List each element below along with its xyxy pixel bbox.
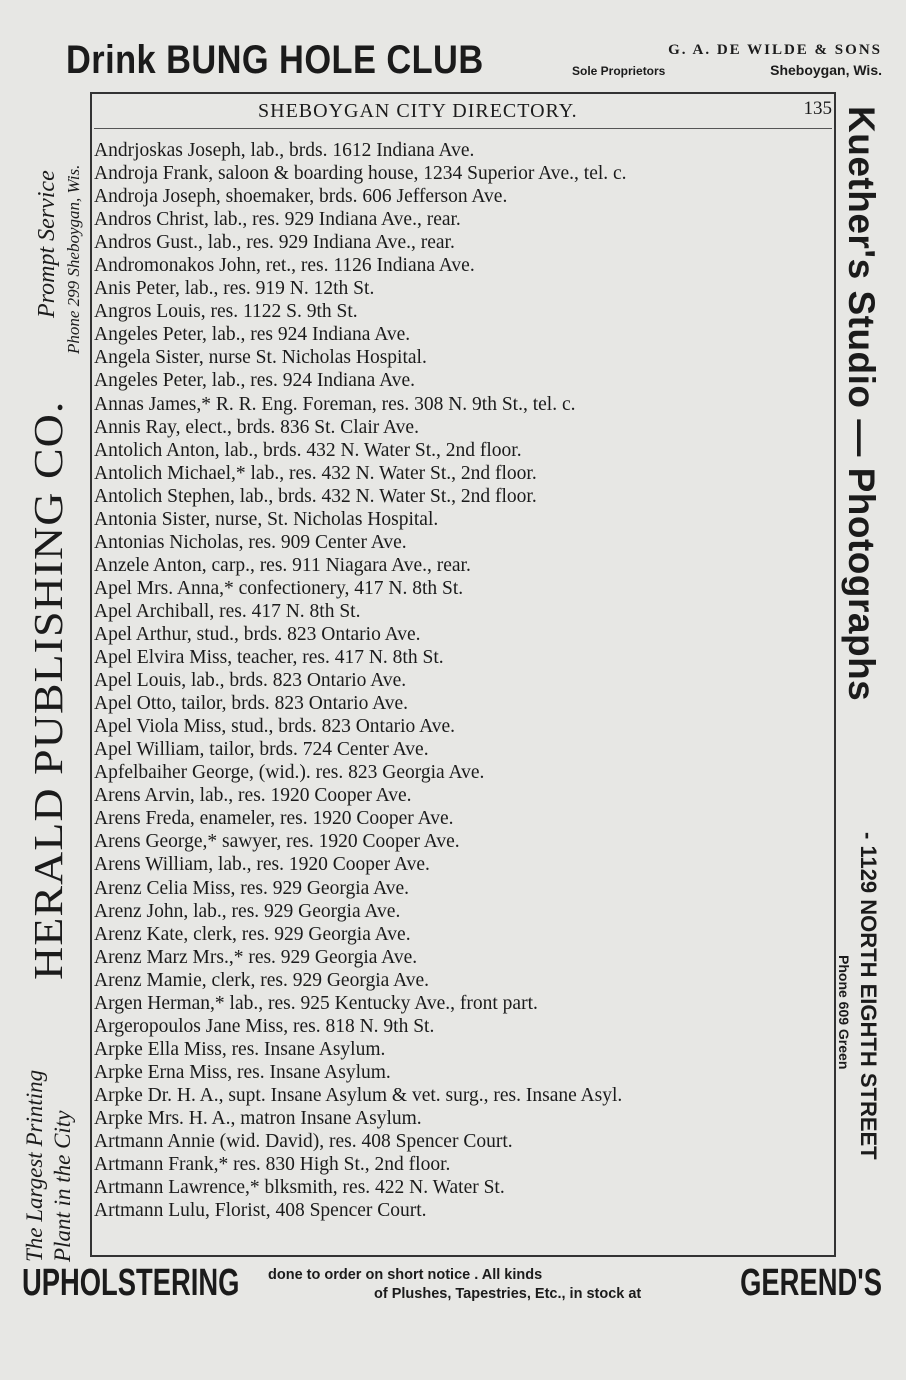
directory-entry: Angeles Peter, lab., res. 924 Indiana Ave. bbox=[94, 370, 416, 392]
directory-entry: Apel Viola Miss, stud., brds. 823 Ontario Ave. bbox=[94, 716, 456, 738]
sponsor-proprietors: Sole Proprietors bbox=[572, 64, 666, 78]
directory-entry: Angela Sister, nurse St. Nicholas Hospital. bbox=[94, 347, 427, 369]
directory-entry: Antolich Anton, lab., brds. 432 N. Water St., 2nd floor. bbox=[94, 439, 522, 461]
bottom-advertisement bbox=[22, 1262, 882, 1312]
upholstering-text bbox=[268, 1266, 748, 1304]
herald-phone: Phone 299 Sheboygan, Wis. bbox=[64, 164, 83, 354]
directory-entry: Anis Peter, lab., res. 919 N. 12th St. bbox=[94, 278, 375, 300]
studio-phone: Phone 609 Green bbox=[836, 955, 852, 1070]
directory-entry: Andros Christ, lab., res. 929 Indiana Ave., rear. bbox=[94, 209, 461, 231]
directory-entry: Artmann Lulu, Florist, 408 Spencer Court. bbox=[94, 1200, 427, 1222]
prompt-service-ad: Prompt Service bbox=[34, 170, 60, 318]
frame-right-rule bbox=[834, 92, 836, 1255]
sponsor-city: Sheboygan, Wis. bbox=[770, 62, 882, 78]
directory-entry: Androja Frank, saloon & boarding house, 1234 Superior Ave., tel. c. bbox=[94, 163, 627, 185]
directory-entry: Anzele Anton, carp., res. 911 Niagara Ave., rear. bbox=[94, 554, 471, 576]
directory-entry: Arenz Marz Mrs.,* res. 929 Georgia Ave. bbox=[94, 946, 418, 968]
directory-entry: Apel Mrs. Anna,* confectionery, 417 N. 8th St. bbox=[94, 577, 464, 599]
frame-top-rule bbox=[92, 92, 836, 94]
directory-entry: Artmann Annie (wid. David), res. 408 Spencer Court. bbox=[94, 1131, 513, 1153]
directory-entry: Arens Arvin, lab., res. 1920 Cooper Ave. bbox=[94, 785, 412, 807]
sponsor-firm: G. A. DE WILDE & SONS bbox=[668, 42, 882, 58]
directory-entry: Androja Joseph, shoemaker, brds. 606 Jefferson Ave. bbox=[94, 186, 508, 208]
directory-entry: Apfelbaiher George, (wid.). res. 823 Georgia Ave. bbox=[94, 762, 485, 784]
top-advertisement bbox=[66, 38, 882, 88]
directory-entries bbox=[94, 139, 834, 1222]
directory-entry: Apel Archiball, res. 417 N. 8th St. bbox=[94, 600, 361, 622]
directory-entry: Andrjoskas Joseph, lab., brds. 1612 Indiana Ave. bbox=[94, 140, 475, 161]
directory-entry: Arpke Erna Miss, res. Insane Asylum. bbox=[94, 1061, 391, 1083]
upholstering-line-2: of Plushes, Tapestries, Etc., in stock at bbox=[374, 1286, 642, 1302]
directory-entry: Argen Herman,* lab., res. 925 Kentucky Ave., front part. bbox=[94, 992, 538, 1014]
directory-entry: Annas James,* R. R. Eng. Foreman, res. 308 N. 9th St., tel. c. bbox=[94, 393, 576, 415]
directory-entry: Apel Arthur, stud., brds. 823 Ontario Ave. bbox=[94, 623, 421, 645]
directory-entry: Arpke Mrs. H. A., matron Insane Asylum. bbox=[94, 1107, 422, 1129]
directory-entry: Antonias Nicholas, res. 909 Center Ave. bbox=[94, 531, 407, 553]
directory-entry: Arenz Celia Miss, res. 929 Georgia Ave. bbox=[94, 877, 409, 899]
directory-entry: Artmann Lawrence,* blksmith, res. 422 N. Water St. bbox=[94, 1177, 505, 1199]
directory-entry: Arens George,* sawyer, res. 1920 Cooper Ave. bbox=[94, 831, 460, 853]
studio-address: - 1129 NORTH EIGHTH STREET bbox=[856, 832, 881, 1160]
directory-entry: Arens Freda, enameler, res. 1920 Cooper Ave. bbox=[94, 808, 454, 830]
directory-entry: Annis Ray, elect., brds. 836 St. Clair Ave. bbox=[94, 416, 419, 438]
running-head: SHEBOYGAN CITY DIRECTORY. bbox=[258, 100, 578, 122]
directory-entry: Apel William, tailor, brds. 724 Center Ave. bbox=[94, 739, 429, 761]
directory-entry: Artmann Frank,* res. 830 High St., 2nd floor. bbox=[94, 1154, 451, 1176]
directory-entry: Andromonakos John, ret., res. 1126 Indiana Ave. bbox=[94, 255, 475, 277]
directory-entry: Apel Louis, lab., brds. 823 Ontario Ave. bbox=[94, 670, 407, 692]
directory-entry: Apel Elvira Miss, teacher, res. 417 N. 8th St. bbox=[94, 647, 444, 669]
directory-entry: Andros Gust., lab., res. 929 Indiana Ave., rear. bbox=[94, 232, 455, 254]
sponsor-block bbox=[572, 42, 882, 86]
directory-entry: Apel Otto, tailor, brds. 823 Ontario Ave. bbox=[94, 693, 409, 715]
directory-entry: Angros Louis, res. 1122 S. 9th St. bbox=[94, 301, 358, 323]
frame-bottom-rule bbox=[90, 1255, 836, 1257]
directory-entry: Arpke Ella Miss, res. Insane Asylum. bbox=[94, 1038, 386, 1060]
directory-entry: Angeles Peter, lab., res 924 Indiana Ave. bbox=[94, 324, 411, 346]
directory-entry: Antolich Michael,* lab., res. 432 N. Water St., 2nd floor. bbox=[94, 462, 537, 484]
directory-entry: Arenz Mamie, clerk, res. 929 Georgia Ave. bbox=[94, 969, 429, 991]
directory-entry: Arenz John, lab., res. 929 Georgia Ave. bbox=[94, 900, 401, 922]
directory-entry: Arpke Dr. H. A., supt. Insane Asylum & vet. surg., res. Insane Asyl. bbox=[94, 1084, 623, 1106]
directory-entry: Arens William, lab., res. 1920 Cooper Ave. bbox=[94, 854, 430, 876]
directory-entry: Argeropoulos Jane Miss, res. 818 N. 9th St. bbox=[94, 1015, 435, 1037]
directory-entry: Antonia Sister, nurse, St. Nicholas Hospital. bbox=[94, 508, 439, 530]
herald-publishing-ad: HERALD PUBLISHING CO. bbox=[24, 400, 71, 980]
kuether-studio-ad: Kuether's Studio — Photographs bbox=[841, 106, 882, 702]
directory-entry: Antolich Stephen, lab., brds. 432 N. Water St., 2nd floor. bbox=[94, 485, 537, 507]
header-rule bbox=[94, 128, 832, 129]
upholstering-heading: UPHOLSTERING bbox=[22, 1262, 240, 1304]
largest-printing-tagline: The Largest Printing bbox=[22, 1069, 47, 1262]
frame-left-rule bbox=[90, 92, 92, 1255]
gerends-heading: GEREND'S bbox=[740, 1262, 882, 1304]
directory-entry: Arenz Kate, clerk, res. 929 Georgia Ave. bbox=[94, 923, 411, 945]
bung-hole-club-slogan: Drink BUNG HOLE CLUB bbox=[66, 38, 484, 82]
page-number: 135 bbox=[803, 98, 832, 119]
upholstering-line-1: done to order on short notice . All kinds bbox=[268, 1267, 543, 1283]
plant-in-city-tagline: Plant in the City bbox=[50, 1110, 75, 1262]
